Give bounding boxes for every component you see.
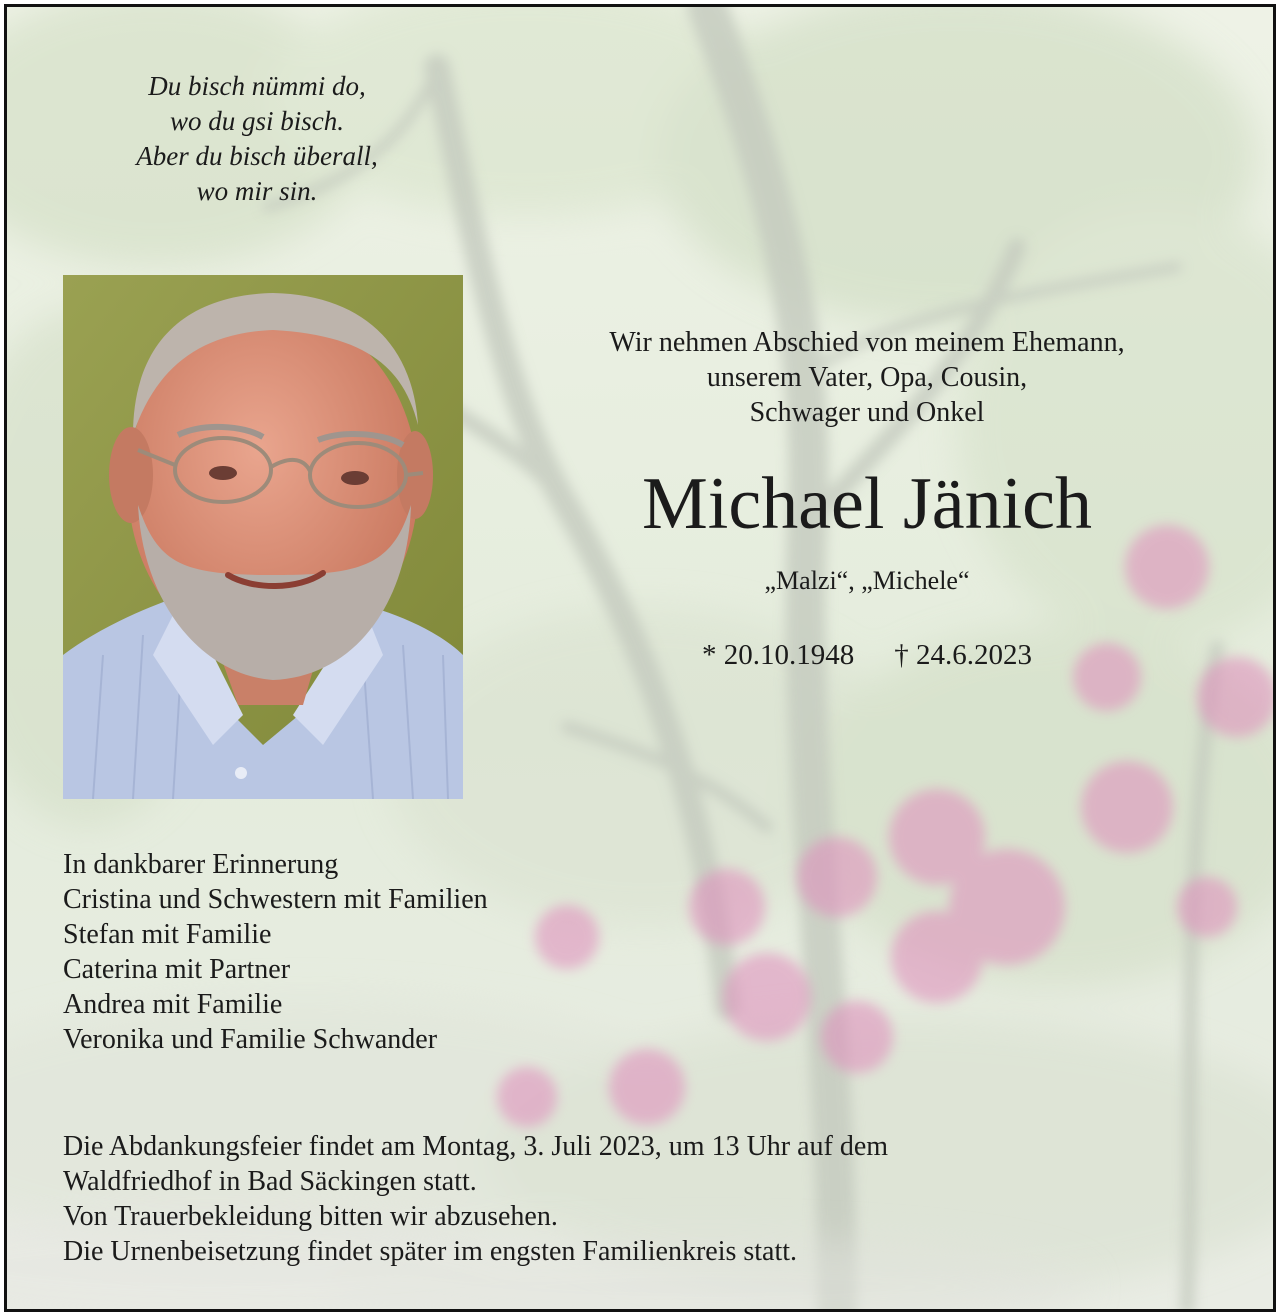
deceased-name: Michael Jänich <box>642 463 1092 545</box>
farewell-intro <box>527 325 1207 430</box>
verse-line: Du bisch nümmi do, <box>148 71 366 101</box>
verse <box>87 69 427 209</box>
intro-line: Schwager und Onkel <box>749 397 985 428</box>
obituary-card <box>4 4 1276 1312</box>
verse-line: Aber du bisch überall, <box>136 141 378 171</box>
birth-date: * 20.10.1948 <box>702 639 855 671</box>
intro-line: Wir nehmen Abschied von meinem Ehemann, <box>609 327 1125 358</box>
notice-line: Waldfriedhof in Bad Säckingen statt. <box>63 1166 477 1197</box>
verse-line: wo du gsi bisch. <box>169 106 344 136</box>
mourners-line: Andrea mit Familie <box>63 989 283 1020</box>
mourners-line: Veronika und Familie Schwander <box>63 1024 438 1055</box>
notice-line: Von Trauerbekleidung bitten wir abzusehen. <box>63 1201 558 1232</box>
verse-line: wo mir sin. <box>196 176 318 206</box>
mourners-line: Stefan mit Familie <box>63 919 272 950</box>
funeral-notice <box>63 1129 1223 1269</box>
mourners-list <box>63 847 763 1057</box>
portrait-photo <box>63 275 463 799</box>
mourners-line: Cristina und Schwestern mit Familien <box>63 884 488 915</box>
notice-line: Die Abdankungsfeier findet am Montag, 3. Juli 2023, um 13 Uhr auf dem <box>63 1131 889 1162</box>
death-date: † 24.6.2023 <box>894 639 1032 671</box>
intro-line: unserem Vater, Opa, Cousin, <box>706 362 1028 393</box>
nicknames: „Malzi“, „Michele“ <box>764 566 970 595</box>
notice-line: Die Urnenbeisetzung findet später im engsten Familienkreis statt. <box>63 1236 798 1267</box>
mourners-line: Caterina mit Partner <box>63 954 291 985</box>
mourners-line: In dankbarer Erinnerung <box>63 849 339 880</box>
life-dates <box>527 637 1207 673</box>
